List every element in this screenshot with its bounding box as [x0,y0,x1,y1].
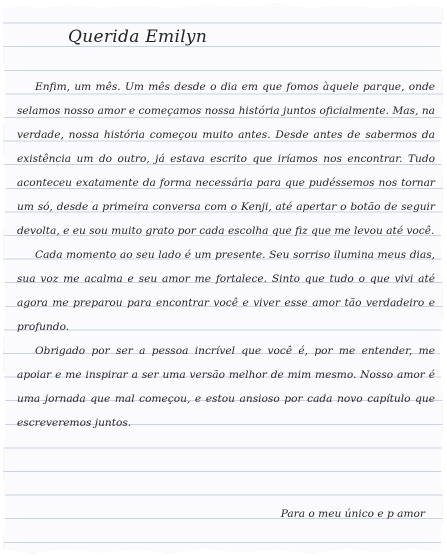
letter-greeting: Querida Emilyn [68,27,208,47]
letter-paragraph-3: Obrigado por ser a pessoa incrível que você é, por me entender, me apoiar e me inspirar a ser uma versão melhor de mim mesmo. Nosso amor é uma jornada que mal começou, e estou ansioso por cada novo capítulo que escreveremos juntos. [17,345,435,429]
letter-body [17,75,435,435]
letter-paragraph-1: Enfim, um mês. Um mês desde o dia em que fomos àquele parque, onde selamos nosso amor e começamos nossa história juntos oficialmente. Mas, na verdade, nossa história começou muito antes. Desde antes de sabermos da existência um do outro, já estava escrito que iríamos nos encontrar. Tudo aconteceu exatamente da forma necessária para que pudéssemos nos tornar um só, desde a primeira conversa com o Kenji, até apertar o botão de seguir devolta, e eu sou muito grato por cada escolha que fiz que me levou até você. [17,81,435,237]
letter-signoff: Para o meu único e p amor [280,508,425,520]
letter-paragraph-2: Cada momento ao seu lado é um presente. Seu sorriso ilumina meus dias, sua voz me acalma e seu amor me fortalece. Sinto que tudo o que vivi até agora me preparou para encontrar você e viver esse amor tão verdadeiro e profundo. [17,249,435,333]
